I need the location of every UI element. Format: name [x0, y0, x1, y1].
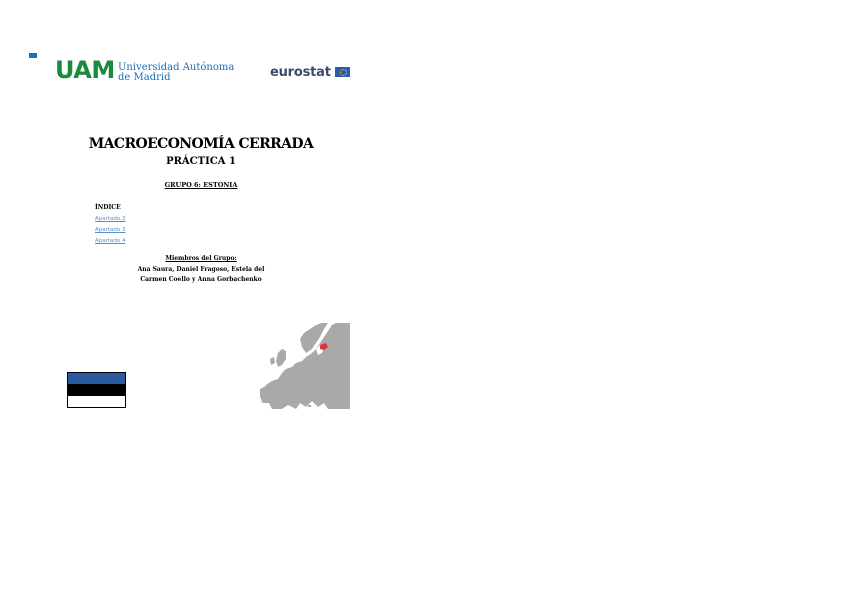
flag-stripe-white — [68, 396, 125, 407]
members-title: Miembros del Grupo: — [165, 255, 237, 262]
index-title: ÍNDICE — [95, 204, 121, 211]
document-subtitle: PRÁCTICA 1 — [166, 156, 236, 167]
uam-logo-line1: Universidad Autónoma — [118, 62, 235, 73]
europe-map-image — [258, 323, 350, 409]
estonia-flag-image — [67, 372, 126, 408]
flag-stripe-blue — [68, 373, 125, 384]
map-island — [298, 399, 302, 402]
flag-stripe-black — [68, 384, 125, 395]
index-list — [95, 214, 126, 247]
map-island — [308, 405, 311, 407]
document-title: MACROECONOMÍA CERRADA — [88, 136, 314, 152]
uam-logo-line2: de Madrid — [118, 72, 171, 83]
uam-logo-mark: UAM — [55, 56, 115, 84]
eurostat-logo: eurostat — [270, 65, 331, 80]
index-link-apartado-2[interactable]: Apartado 2 — [95, 216, 126, 222]
index-link-apartado-3[interactable]: Apartado 3 — [95, 227, 126, 233]
eu-flag-icon — [335, 67, 350, 77]
uam-logo-text — [118, 63, 234, 83]
group-heading: GRUPO 6: ESTONIA — [164, 181, 238, 189]
members-list: Ana Saura, Daniel Fragoso, Estela del Carmen Coello y Anna Gorbachenko — [137, 266, 265, 283]
index-link-apartado-4[interactable]: Apartado 4 — [95, 238, 126, 244]
uam-logo-accent — [29, 53, 37, 58]
